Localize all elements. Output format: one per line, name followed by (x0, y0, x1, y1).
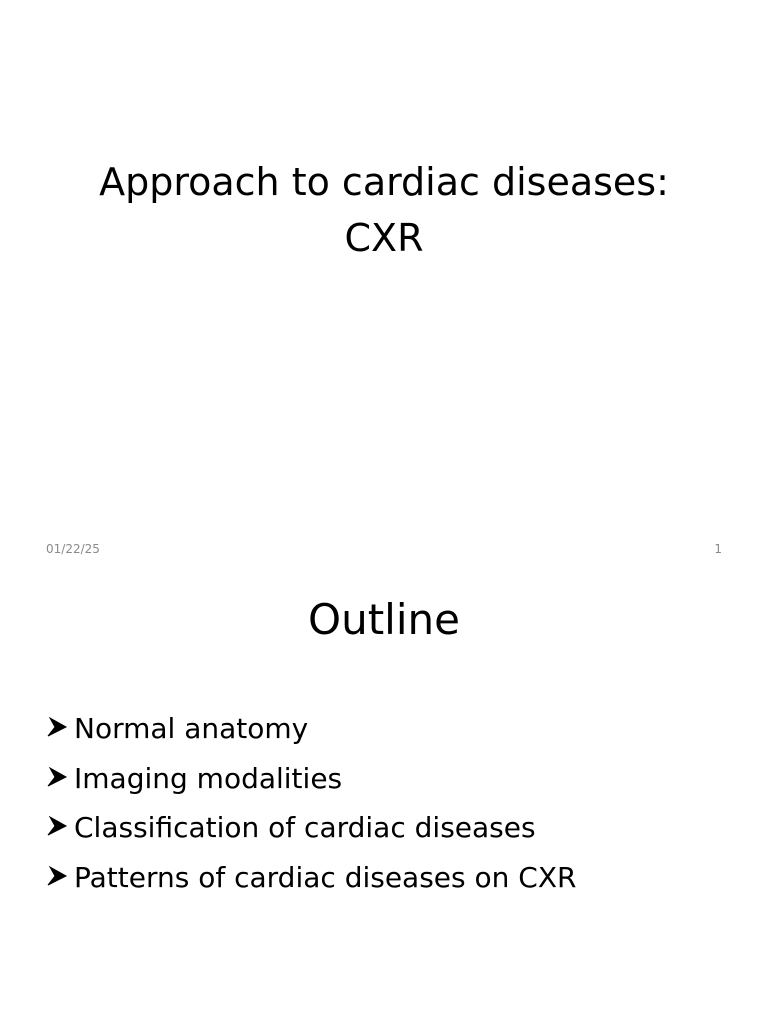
list-item (46, 861, 576, 911)
title-line-2: CXR (344, 216, 424, 260)
arrow-bullet-icon (46, 766, 74, 788)
list-item (46, 712, 576, 762)
list-item-label: Patterns of cardiac diseases on CXR (74, 860, 577, 894)
title-line-1: Approach to cardiac diseases: (99, 160, 669, 204)
list-item-label: Imaging modalities (74, 761, 343, 795)
arrow-bullet-icon (46, 815, 74, 837)
arrow-bullet-icon (46, 716, 74, 738)
list-item (46, 762, 576, 812)
arrow-bullet-icon (46, 865, 74, 887)
slide-1-title (0, 154, 768, 266)
list-item-label: Normal anatomy (74, 712, 309, 745)
list-item (46, 811, 576, 861)
slide-2-title: Outline (308, 595, 460, 644)
slide-number: 1 (714, 542, 722, 556)
outline-list (46, 712, 576, 910)
footer-date: 01/22/25 (46, 542, 100, 556)
list-item-label: Classification of cardiac diseases (74, 811, 536, 844)
slide-2 (0, 576, 768, 1024)
